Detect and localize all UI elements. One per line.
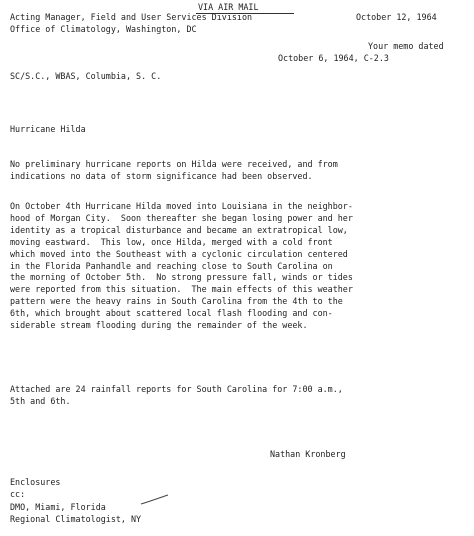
addressee-block xyxy=(10,12,252,36)
text-line: the morning of October 5th. No strong pressure fall, winds or tides xyxy=(10,272,353,283)
text-line: identity as a tropical disturbance and became an extratropical low, xyxy=(10,224,348,235)
text-line: siderable stream flooding during the remainder of the week. xyxy=(10,320,308,331)
text-line: hood of Morgan City. Soon thereafter she began losing power and her xyxy=(10,212,353,223)
enclosures-label: Enclosures xyxy=(10,477,61,487)
memo-reference-date: October 6, 1964, C-2.3 xyxy=(278,53,389,63)
cc-recipient: Regional Climatologist, NY xyxy=(10,514,142,524)
sender-reference: SC/S.C., WBAS, Columbia, S. C. xyxy=(10,71,162,81)
text-line: in the Florida Panhandle and reaching close to South Carolina on xyxy=(10,260,333,271)
text-line: moving eastward. This low, once Hilda, merged with a cold front xyxy=(10,236,333,247)
text-line: Attached are 24 rainfall reports for South Carolina for 7:00 a.m., xyxy=(10,384,343,394)
paragraph xyxy=(10,159,470,183)
via-air-mail-heading: VIA AIR MAIL xyxy=(198,2,259,12)
text-line: On October 4th Hurricane Hilda moved into Louisiana in the neighbor- xyxy=(10,201,353,211)
addressee-line: Office of Climatology, Washington, DC xyxy=(10,23,197,34)
signature-name: Nathan Kronberg xyxy=(270,449,346,459)
text-line: were reported from this situation. The main effects of this weather xyxy=(10,284,353,295)
memo-reference-label: Your memo dated xyxy=(368,41,444,51)
addressee-line: Acting Manager, Field and User Services Division xyxy=(10,12,253,22)
paragraph xyxy=(10,201,470,332)
text-line: No preliminary hurricane reports on Hilda were received, and from xyxy=(10,159,338,169)
cc-recipient: DMO, Miami, Florida xyxy=(10,502,106,512)
paragraph xyxy=(10,384,470,408)
text-line: which moved into the Southeast with a cyclonic circulation centered xyxy=(10,248,348,259)
text-line: indications no data of storm significance had been observed. xyxy=(10,170,313,181)
letter-date: October 12, 1964 xyxy=(356,12,437,22)
text-line: pattern were the heavy rains in South Carolina from the 4th to the xyxy=(10,296,343,307)
subject-line: Hurricane Hilda xyxy=(10,124,86,134)
check-mark-icon xyxy=(140,494,170,508)
text-line: 6th, which brought about scattered local flash flooding and con- xyxy=(10,308,333,319)
cc-label: cc: xyxy=(10,489,26,499)
text-line: 5th and 6th. xyxy=(10,395,71,406)
